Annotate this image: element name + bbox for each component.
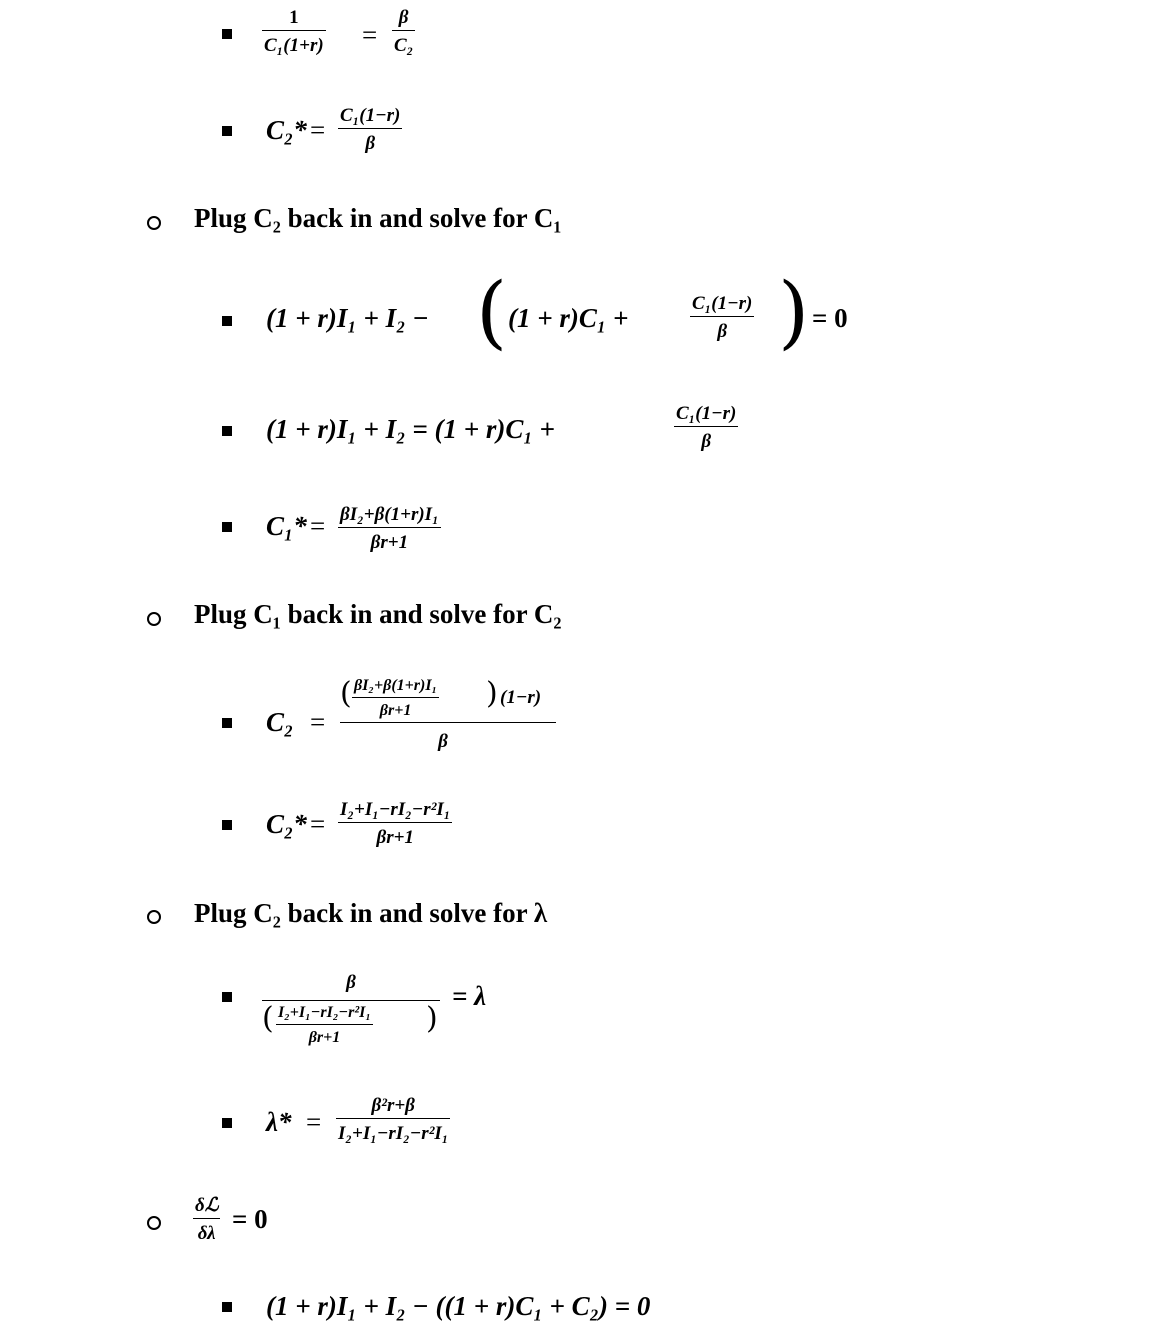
denominator: βr+1 — [379, 702, 412, 719]
step-heading: Plug C₂ back in and solve for C₁ — [194, 203, 562, 233]
numerator: I₂+I₁−rI₂−r²I₁ — [278, 1004, 371, 1021]
numerator: δℒ — [195, 1195, 219, 1216]
right-paren: ) — [486, 676, 498, 711]
left-paren: ( — [340, 676, 352, 711]
denominator: β — [365, 133, 376, 154]
bullet-circle — [147, 612, 161, 626]
numerator: C₁(1−r) — [340, 105, 401, 126]
bullet-square — [222, 426, 232, 436]
numerator: 1 — [289, 7, 299, 28]
equation-fraction-rhs — [392, 8, 415, 55]
right-paren: ) — [778, 265, 810, 358]
equation-full: (1 + r)I₁ + I₂ − ((1 + r)C₁ + C₂) = 0 — [266, 1291, 651, 1321]
equation-fraction — [340, 678, 556, 753]
step-heading: Plug C₁ back in and solve for C₂ — [194, 599, 562, 629]
inner-fraction — [352, 678, 439, 719]
denominator: C₁(1+r) — [264, 35, 324, 56]
equals-sign: = — [310, 707, 326, 737]
numerator: β²r+β — [371, 1095, 415, 1116]
denominator: I₂+I₁−rI₂−r²I₁ — [338, 1123, 449, 1144]
equation-lhs: λ* — [266, 1107, 292, 1137]
equation-lhs: C₂* — [266, 115, 307, 145]
equation-fraction — [690, 294, 754, 341]
equation-inner: (1 + r)C₁ + — [508, 303, 629, 333]
denominator: βr+1 — [308, 1029, 341, 1046]
numerator: β — [346, 972, 356, 993]
denominator: δλ — [197, 1223, 216, 1244]
bullet-square — [222, 992, 232, 1002]
step-heading: Plug C₂ back in and solve for λ — [194, 898, 548, 928]
equation-lhs: (1 + r)I₁ + I₂ = (1 + r)C₁ + — [266, 414, 555, 444]
inner-fraction — [276, 1005, 373, 1046]
bullet-square — [222, 316, 232, 326]
numerator: I₂+I₁−rI₂−r²I₁ — [340, 799, 451, 820]
equation-fraction — [674, 404, 738, 451]
left-paren: ( — [262, 1001, 274, 1036]
equals-sign: = — [310, 809, 326, 839]
numerator: βI₂+β(1+r)I₁ — [340, 504, 439, 525]
numerator: C₁(1−r) — [676, 403, 737, 424]
denominator: C₂ — [394, 35, 414, 56]
numerator: C₁(1−r) — [692, 293, 753, 314]
denominator: βr+1 — [370, 532, 409, 553]
denominator: β — [717, 321, 728, 342]
bullet-circle — [147, 216, 161, 230]
equation-fraction — [336, 1096, 450, 1143]
bullet-square — [222, 820, 232, 830]
equation-lhs: C₂* — [266, 809, 307, 839]
denominator: β — [701, 431, 712, 452]
bullet-square — [222, 1302, 232, 1312]
numerator: βI₂+β(1+r)I₁ — [354, 677, 438, 694]
tail-factor: (1−r) — [500, 687, 542, 708]
equation-lhs: (1 + r)I₁ + I₂ − — [266, 303, 429, 333]
bullet-square — [222, 522, 232, 532]
equation-fraction-lhs — [262, 8, 326, 55]
bullet-square — [222, 126, 232, 136]
partial-derivative — [193, 1196, 220, 1243]
equation-rhs: = λ — [452, 981, 487, 1011]
equation-fraction — [338, 800, 452, 847]
bullet-square — [222, 1118, 232, 1128]
equation-fraction — [338, 505, 441, 552]
equation-fraction — [338, 106, 402, 153]
bullet-circle — [147, 1216, 161, 1230]
equals-sign: = — [362, 20, 378, 50]
equals-sign: = — [310, 511, 326, 541]
left-paren: ( — [476, 265, 508, 358]
equation-fraction — [262, 972, 440, 1045]
right-paren: ) — [426, 1001, 438, 1036]
equation-rhs: = 0 — [812, 303, 848, 333]
denominator: β — [438, 731, 448, 752]
bullet-circle — [147, 910, 161, 924]
bullet-square — [222, 29, 232, 39]
equation-lhs: C₂ — [266, 707, 294, 737]
equals-sign: = — [310, 115, 326, 145]
denominator: βr+1 — [376, 827, 414, 848]
equation-rhs: = 0 — [232, 1204, 268, 1234]
bullet-square — [222, 718, 232, 728]
equation-lhs: C₁* — [266, 511, 307, 541]
equals-sign: = — [306, 1107, 322, 1137]
numerator: β — [398, 7, 409, 28]
